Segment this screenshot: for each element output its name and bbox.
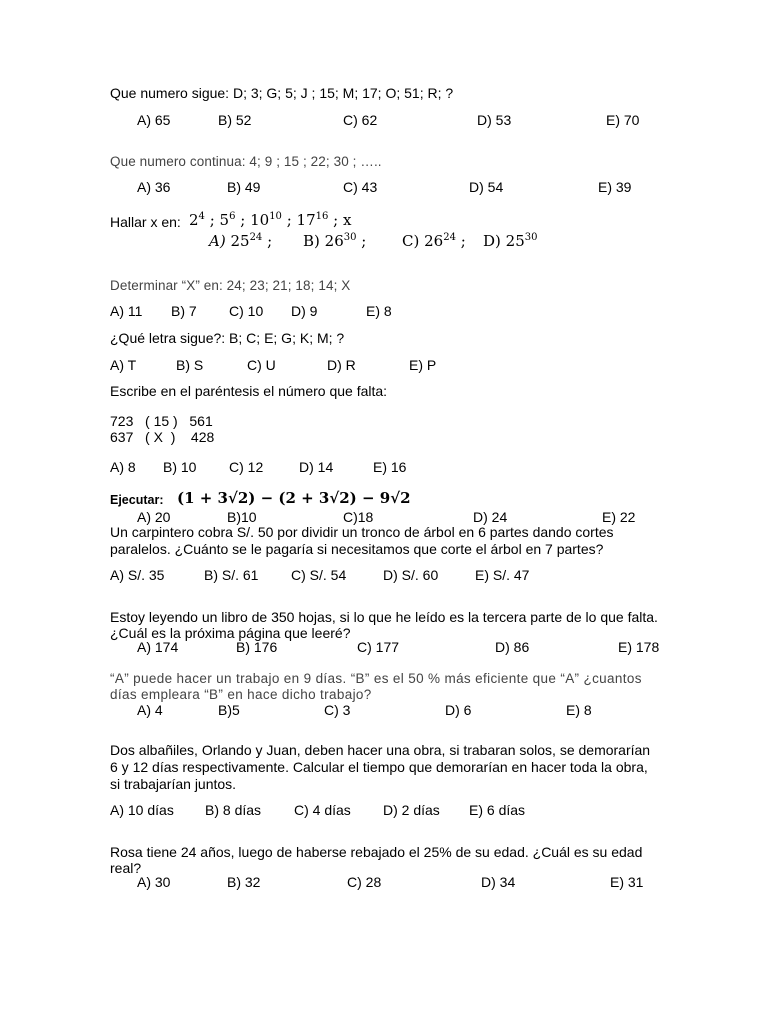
- question-11-line-3: si trabajarían juntos.: [110, 776, 237, 792]
- q1-option-b: B) 52: [218, 112, 252, 128]
- q9-option-c: C) 177: [357, 639, 400, 655]
- q6-option-a: A) 8: [110, 459, 136, 475]
- q7-option-e: E) 22: [602, 509, 636, 525]
- question-11-line-2: 6 y 12 días respectivamente. Calcular el tiempo que demorarían en hacer toda la obra,: [110, 759, 648, 775]
- question-2-text: Que numero continua: 4; 9 ; 15 ; 22; 30 ; …..: [110, 154, 382, 169]
- q11-option-b: B) 8 días: [205, 802, 262, 818]
- question-6-text: Escribe en el paréntesis el número que falta:: [110, 383, 388, 399]
- q4-option-d: D) 9: [291, 303, 318, 319]
- q1-option-e: E) 70: [606, 112, 640, 128]
- q3-option-c: C) $26^{24}$ ;: [402, 232, 466, 250]
- question-7-expression: (1 + 3√2) − (2 + 3√2) − 9√2: [177, 489, 411, 507]
- q12-option-b: B) 32: [227, 874, 261, 890]
- question-1-text: Que numero sigue: D; 3; G; 5; J ; 15; M; 17; O; 51; R; ?: [110, 85, 454, 101]
- q12-option-a: A) 30: [137, 874, 171, 890]
- q1-option-d: D) 53: [477, 112, 512, 128]
- q2-option-a: A) 36: [137, 179, 171, 195]
- q7-option-d: D) 24: [473, 509, 508, 525]
- q10-option-d: D) 6: [445, 702, 472, 718]
- q9-option-e: E) 178: [618, 639, 660, 655]
- q4-option-e: E) 8: [366, 303, 392, 319]
- q3-term-2: $5^6$: [219, 211, 236, 229]
- question-9-line-1: Estoy leyendo un libro de 350 hojas, si lo que he leído es la tercera parte de lo que falta.: [110, 609, 658, 625]
- q7-option-b: B)10: [227, 509, 257, 525]
- q8-option-d: D) S/. 60: [383, 567, 439, 583]
- q1-option-a: A) 65: [137, 112, 171, 128]
- q6-option-c: C) 12: [229, 459, 264, 475]
- q4-option-c: C) 10: [229, 303, 264, 319]
- q1-option-c: C) 62: [343, 112, 378, 128]
- q8-option-c: C) S/. 54: [291, 567, 347, 583]
- question-4-text: Determinar “X” en: 24; 23; 21; 18; 14; X: [110, 278, 351, 293]
- q4-option-b: B) 7: [171, 303, 197, 319]
- q5-option-a: A) T: [110, 357, 137, 373]
- q11-option-e: E) 6 días: [469, 802, 526, 818]
- question-11-line-1: Dos albañiles, Orlando y Juan, deben hacer una obra, si trabaran solos, se demorarían: [110, 742, 651, 758]
- question-10-line-1: “A” puede hacer un trabajo en 9 días. “B” es el 50 % más eficiente que “A” ¿cuantos: [110, 671, 642, 686]
- q3-term-3: $10^{10}$: [250, 211, 282, 229]
- q6-option-b: B) 10: [163, 459, 197, 475]
- q2-option-d: D) 54: [469, 179, 504, 195]
- question-3-sequence: $2^4$ ; $5^6$ ; $10^{10}$ ; $17^{16}$ ; x: [189, 211, 352, 229]
- q4-option-a: A) 11: [110, 303, 143, 319]
- question-9-line-2: ¿Cuál es la próxima página que leeré?: [110, 625, 351, 641]
- q6-option-e: E) 16: [373, 459, 407, 475]
- q9-option-a: A) 174: [137, 639, 179, 655]
- question-8-line-1: Un carpintero cobra S/. 50 por dividir un tronco de árbol en 6 partes dando cortes: [110, 524, 614, 540]
- q3-term-4: $17^{16}$: [296, 211, 329, 229]
- q10-option-c: C) 3: [324, 702, 351, 718]
- q5-option-e: E) P: [409, 357, 437, 373]
- question-10-line-2: días empleara “B” en hace dicho trabajo?: [110, 687, 372, 702]
- question-12-line-1: Rosa tiene 24 años, luego de haberse rebajado el 25% de su edad. ¿Cuál es su edad: [110, 844, 643, 860]
- q11-option-c: C) 4 días: [294, 802, 351, 818]
- q3-unknown: x: [343, 211, 352, 229]
- q2-option-b: B) 49: [227, 179, 261, 195]
- q12-option-d: D) 34: [481, 874, 516, 890]
- q3-option-b: B) $26^{30}$ ;: [303, 232, 367, 250]
- q11-option-a: A) 10 días: [110, 802, 174, 818]
- q3-option-d: D) $25^{30}$: [483, 232, 538, 250]
- q3-term-1: $2^4$: [189, 211, 205, 229]
- question-3-prefix: Hallar x en:: [110, 214, 181, 230]
- q5-option-c: C) U: [247, 357, 276, 373]
- question-8-line-2: paralelos. ¿Cuánto se le pagaría si necesitamos que corte el árbol en 7 partes?: [110, 541, 604, 557]
- q8-option-a: A) S/. 35: [110, 567, 165, 583]
- q6-option-d: D) 14: [299, 459, 334, 475]
- q8-option-e: E) S/. 47: [475, 567, 530, 583]
- q12-option-c: C) 28: [347, 874, 382, 890]
- q3-option-a: A) $25^{24}$ ;: [209, 232, 273, 250]
- q7-option-c: C)18: [343, 509, 374, 525]
- q9-option-d: D) 86: [495, 639, 530, 655]
- q6-row-2: 637 ( X ) 428: [110, 429, 215, 445]
- q10-option-e: E) 8: [566, 702, 592, 718]
- q2-option-c: C) 43: [343, 179, 378, 195]
- q11-option-d: D) 2 días: [383, 802, 440, 818]
- q12-option-e: E) 31: [610, 874, 644, 890]
- q5-option-b: B) S: [176, 357, 204, 373]
- question-12-line-2: real?: [110, 860, 142, 876]
- q2-option-e: E) 39: [598, 179, 632, 195]
- q10-option-a: A) 4: [137, 702, 163, 718]
- question-7-label: Ejecutar:: [110, 493, 164, 507]
- q10-option-b: B)5: [218, 702, 240, 718]
- q9-option-b: B) 176: [236, 639, 278, 655]
- question-5-text: ¿Qué letra sigue?: B; C; E; G; K; M; ?: [110, 330, 345, 346]
- q6-row-1: 723 ( 15 ) 561: [110, 413, 213, 429]
- q7-option-a: A) 20: [137, 509, 171, 525]
- q8-option-b: B) S/. 61: [204, 567, 259, 583]
- q5-option-d: D) R: [327, 357, 356, 373]
